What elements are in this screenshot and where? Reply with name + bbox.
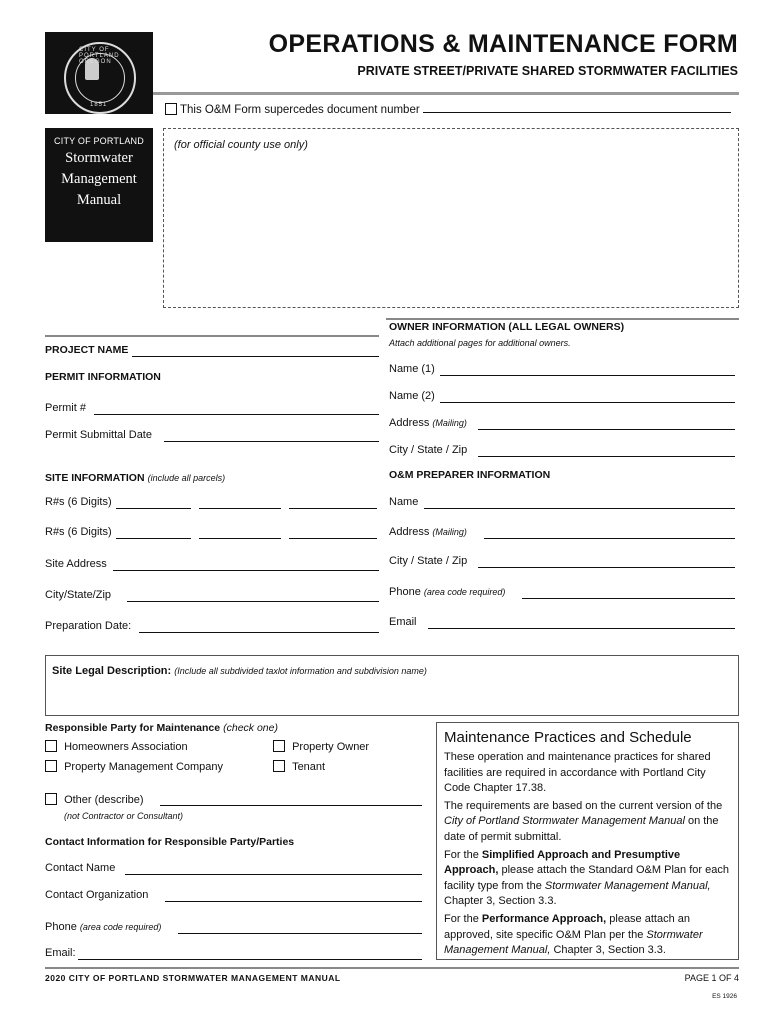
owner-address-field[interactable] <box>478 429 735 430</box>
contact-email-field[interactable] <box>78 959 422 960</box>
site-rs-field-2c[interactable] <box>289 538 377 539</box>
permit-date-field[interactable] <box>164 441 379 442</box>
option-tenant[interactable] <box>273 760 325 773</box>
site-rs-field-1c[interactable] <box>289 508 377 509</box>
manual-badge <box>45 128 153 242</box>
owner-heading: OWNER INFORMATION (ALL LEGAL OWNERS) <box>389 321 625 333</box>
site-heading: SITE INFORMATION <box>45 472 145 484</box>
manual-line1: Stormwater <box>65 150 133 166</box>
contact-name-field[interactable] <box>125 874 422 875</box>
preparer-name-label: Name <box>389 496 419 508</box>
official-use-box <box>163 128 739 308</box>
supercedes-label: This O&M Form supercedes document number <box>180 104 420 116</box>
site-rs-field-2a[interactable] <box>116 538 191 539</box>
page-title: OPERATIONS & MAINTENANCE FORM <box>268 30 738 58</box>
preparer-phone-field[interactable] <box>522 598 735 599</box>
owner-name1-label: Name (1) <box>389 363 435 375</box>
supercedes-doc-field[interactable] <box>423 103 731 113</box>
site-rs-label-2: R#s (6 Digits) <box>45 526 112 538</box>
prep-date-label: Preparation Date: <box>45 620 132 632</box>
owner-name2-field[interactable] <box>440 402 735 403</box>
preparer-phone-label: Phone <box>389 586 421 598</box>
site-rs-field-1b[interactable] <box>199 508 281 509</box>
contact-org-field[interactable] <box>165 901 422 902</box>
page-subtitle: PRIVATE STREET/PRIVATE SHARED STORMWATER FACILITIES <box>357 64 738 78</box>
hoa-checkbox[interactable] <box>45 740 57 752</box>
form-code: ES 1926 <box>712 993 737 1000</box>
preparer-name-field[interactable] <box>424 508 735 509</box>
legal-description-note: (Include all subdivided taxlot information and subdivision name) <box>174 666 427 676</box>
header-divider <box>153 92 739 95</box>
owner-address-label: Address <box>389 417 430 429</box>
responsible-heading: Responsible Party for Maintenance <box>45 722 221 734</box>
option-owner[interactable] <box>273 740 369 753</box>
preparer-city-field[interactable] <box>478 567 735 568</box>
preparer-heading: O&M PREPARER INFORMATION <box>389 469 551 481</box>
legal-description-label: Site Legal Description: <box>52 665 172 677</box>
seal-year: 1851 <box>90 102 108 108</box>
supercedes-row <box>165 103 731 116</box>
site-rs-field-2b[interactable] <box>199 538 281 539</box>
option-other[interactable] <box>45 793 144 806</box>
site-rs-label-1: R#s (6 Digits) <box>45 496 112 508</box>
option-hoa[interactable] <box>45 740 188 753</box>
preparer-address-note: (Mailing) <box>432 527 467 537</box>
supercedes-checkbox[interactable] <box>165 103 177 115</box>
site-heading-row <box>45 472 225 484</box>
contact-phone-label: Phone <box>45 921 77 933</box>
preparer-city-label: City / State / Zip <box>389 555 468 567</box>
contact-name-label: Contact Name <box>45 862 116 874</box>
city-seal-logo <box>64 42 136 114</box>
owner-name2-label: Name (2) <box>389 390 435 402</box>
owner-checkbox[interactable] <box>273 740 285 752</box>
site-heading-note: (include all parcels) <box>147 473 226 483</box>
preparer-address-field[interactable] <box>484 538 735 539</box>
contact-heading: Contact Information for Responsible Party/Parties <box>45 836 295 848</box>
preparer-email-field[interactable] <box>428 628 735 629</box>
owner-divider <box>386 318 739 320</box>
tenant-label: Tenant <box>292 761 326 773</box>
prep-date-field[interactable] <box>139 632 379 633</box>
owner-address-label-row <box>389 417 467 429</box>
owner-note: Attach additional pages for additional owners. <box>389 338 571 348</box>
contact-phone-field[interactable] <box>178 933 422 934</box>
footer-manual-title: 2020 CITY OF PORTLAND STORMWATER MANAGEMENT MANUAL <box>45 973 341 983</box>
legal-description-box[interactable] <box>45 655 739 716</box>
owner-city-field[interactable] <box>478 456 735 457</box>
preparer-phone-row <box>389 586 505 598</box>
maintenance-p2: The requirements are based on the current version of the City of Portland Stormwater Management Manual on the date of permit submittal. <box>444 799 723 843</box>
responsible-heading-note: (check one) <box>223 722 278 734</box>
option-pmc[interactable] <box>45 760 223 773</box>
contact-org-label: Contact Organization <box>45 889 149 901</box>
maintenance-box <box>436 722 739 960</box>
other-note: (not Contractor or Consultant) <box>64 811 184 821</box>
maintenance-title: Maintenance Practices and Schedule <box>444 729 692 746</box>
other-describe-field[interactable] <box>160 805 422 806</box>
maintenance-p1: These operation and maintenance practices for shared facilities are required in accordance with Portland City Code Chapter 17.38. <box>444 751 711 795</box>
preparer-address-label: Address <box>389 526 430 538</box>
permit-heading: PERMIT INFORMATION <box>45 371 161 383</box>
seal-text: CITY OF PORTLAND OREGON <box>79 47 120 65</box>
tenant-checkbox[interactable] <box>273 760 285 772</box>
site-address-field[interactable] <box>113 570 379 571</box>
legal-description-row <box>52 665 427 677</box>
page-number: PAGE 1 OF 4 <box>684 973 739 983</box>
manual-line2: Management <box>61 171 137 187</box>
hoa-label: Homeowners Association <box>64 741 188 753</box>
preparer-address-row <box>389 526 467 538</box>
site-city-label: City/State/Zip <box>45 589 112 601</box>
owner-option-label: Property Owner <box>292 741 370 753</box>
project-name-label: PROJECT NAME <box>45 344 129 356</box>
other-label: Other (describe) <box>64 794 144 806</box>
project-divider <box>45 335 379 337</box>
permit-number-field[interactable] <box>94 414 379 415</box>
contact-phone-row <box>45 921 161 933</box>
maintenance-body <box>444 750 734 961</box>
permit-date-label: Permit Submittal Date <box>45 429 152 441</box>
site-city-field[interactable] <box>127 601 379 602</box>
manual-line3: Manual <box>76 192 122 208</box>
official-use-label: (for official county use only) <box>174 139 308 151</box>
maintenance-p3: For the Simplified Approach and Presumptive Approach, please attach the Standard O&M Plan for each facility type from the Stormwater Management Manual, Chapter 3, Section 3.3. <box>444 848 729 908</box>
owner-city-label: City / State / Zip <box>389 444 468 456</box>
contact-phone-note: (area code required) <box>79 922 162 932</box>
responsible-heading-row <box>45 722 278 734</box>
owner-name1-field[interactable] <box>440 375 735 376</box>
permit-number-label: Permit # <box>45 402 86 414</box>
site-rs-field-1a[interactable] <box>116 508 191 509</box>
other-checkbox[interactable] <box>45 793 57 805</box>
footer-divider <box>45 967 739 969</box>
preparer-email-label: Email <box>389 616 417 628</box>
project-name-field[interactable] <box>132 356 379 357</box>
contact-email-label: Email: <box>45 947 76 959</box>
site-address-label: Site Address <box>45 558 107 570</box>
manual-org: CITY OF PORTLAND <box>54 136 144 146</box>
pmc-label: Property Management Company <box>64 761 224 773</box>
preparer-phone-note: (area code required) <box>423 587 506 597</box>
maintenance-p4: For the Performance Approach, please attach an approved, site specific O&M Plan per the Stormwater Management Manual, Chapter 3, Section 3.3. <box>444 912 703 957</box>
owner-address-note: (Mailing) <box>432 418 467 428</box>
pmc-checkbox[interactable] <box>45 760 57 772</box>
